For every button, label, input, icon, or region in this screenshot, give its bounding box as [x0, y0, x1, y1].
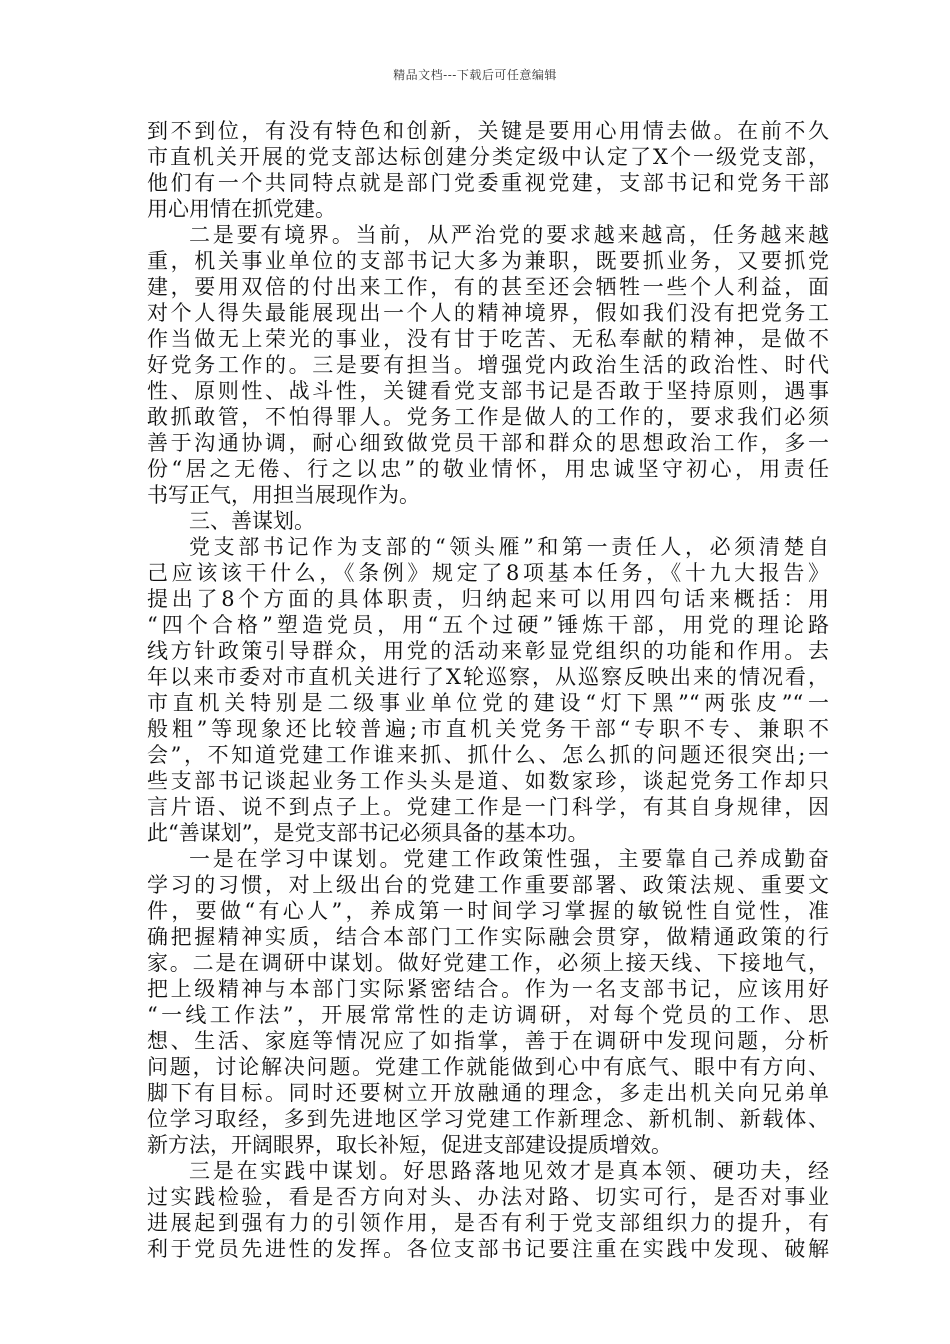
- text-line: 年以来市委对市直机关进行了X轮巡察，从巡察反映出来的情况看，: [147, 665, 829, 689]
- text-line: 三是在实践中谋划。好思路落地见效才是真本领、硬功夫，经: [189, 1159, 829, 1183]
- text-line: 三、善谋划。: [189, 509, 315, 533]
- text-line: “四个合格”塑造党员，用“五个过硬”锤炼干部，用党的理论路: [147, 613, 829, 637]
- text-line: 利于党员先进性的发挥。各位支部书记要注重在实践中发现、破解: [147, 1237, 829, 1261]
- text-line: 建，要用双倍的付出来工作，有的甚至还会牺牲一些个人利益，面: [147, 275, 829, 299]
- text-line: 己应该该干什么，《条例》规定了8项基本任务，《十九大报告》: [147, 561, 829, 585]
- text-line: 份“居之无倦、行之以忠”的敬业情怀，用忠诚坚守初心，用责任: [147, 457, 829, 481]
- text-line: 市直机关开展的党支部达标创建分类定级中认定了X个一级党支部，: [147, 145, 829, 169]
- text-line: 学习的习惯，对上级出台的党建工作重要部署、政策法规、重要文: [147, 873, 829, 897]
- text-line: 些支部书记谈起业务工作头头是道、如数家珍，谈起党务工作却只: [147, 769, 829, 793]
- text-line: 党支部书记作为支部的“领头雁”和第一责任人，必须清楚自: [189, 535, 829, 559]
- text-line: 用心用情在抓党建。: [147, 197, 336, 221]
- text-line: 作当做无上荣光的事业，没有甘于吃苦、无私奉献的精神，是做不: [147, 327, 829, 351]
- text-line: 书写正气，用担当展现作为。: [147, 483, 420, 507]
- text-line: 市直机关特别是二级事业单位党的建设“灯下黑”“两张皮”“一: [147, 691, 829, 715]
- text-line: 问题，讨论解决问题。党建工作就能做到心中有底气、眼中有方向、: [147, 1055, 829, 1079]
- text-line: 善于沟通协调，耐心细致做党员干部和群众的思想政治工作，多一: [147, 431, 829, 455]
- text-line: 般粗”等现象还比较普遍;市直机关党务干部“专职不专、兼职不: [147, 717, 829, 741]
- text-line: 他们有一个共同特点就是部门党委重视党建，支部书记和党务干部: [147, 171, 829, 195]
- text-line: 二是要有境界。当前，从严治党的要求越来越高，任务越来越: [189, 223, 829, 247]
- text-line: 会”，不知道党建工作谁来抓、抓什么、怎么抓的问题还很突出;一: [147, 743, 829, 767]
- text-line: 线方针政策引导群众，用党的活动来彰显党组织的功能和作用。去: [147, 639, 829, 663]
- text-line: 进展起到强有力的引领作用，是否有利于党支部组织力的提升，有: [147, 1211, 829, 1235]
- text-line: 好党务工作的。三是要有担当。增强党内政治生活的政治性、时代: [147, 353, 829, 377]
- text-line: 到不到位，有没有特色和创新，关键是要用心用情去做。在前不久: [147, 119, 829, 143]
- text-line: 位学习取经，多到先进地区学习党建工作新理念、新机制、新载体、: [147, 1107, 829, 1131]
- text-line: 言片语、说不到点子上。党建工作是一门科学，有其自身规律，因: [147, 795, 829, 819]
- text-line: 过实践检验，看是否方向对头、办法对路、切实可行，是否对事业: [147, 1185, 829, 1209]
- text-line: 确把握精神实质，结合本部门工作实际融会贯穿，做精通政策的行: [147, 925, 829, 949]
- text-line: 敢抓敢管，不怕得罪人。党务工作是做人的工作的，要求我们必须: [147, 405, 829, 429]
- page-header: 精品文档---下载后可任意编辑: [393, 68, 557, 82]
- text-line: “一线工作法”，开展常常性的走访调研，对每个党员的工作、思: [147, 1003, 829, 1027]
- text-line: 家。二是在调研中谋划。做好党建工作，必须上接天线、下接地气，: [147, 951, 829, 975]
- text-line: 一是在学习中谋划。党建工作政策性强，主要靠自己养成勤奋: [189, 847, 829, 871]
- document-body: [147, 118, 829, 1262]
- text-line: 性、原则性、战斗性，关键看党支部书记是否敢于坚持原则，遇事: [147, 379, 829, 403]
- text-line: 脚下有目标。同时还要树立开放融通的理念，多走出机关向兄弟单: [147, 1081, 829, 1105]
- text-line: 此“善谋划”，是党支部书记必须具备的基本功。: [147, 821, 589, 845]
- text-line: 提出了8个方面的具体职责，归纳起来可以用四句话来概括：用: [147, 587, 829, 611]
- text-line: 把上级精神与本部门实际紧密结合。作为一名支部书记，应该用好: [147, 977, 829, 1001]
- text-line: 件，要做“有心人”，养成第一时间学习掌握的敏锐性自觉性，准: [147, 899, 829, 923]
- text-line: 新方法，开阔眼界，取长补短，促进支部建设提质增效。: [147, 1133, 672, 1157]
- text-line: 重，机关事业单位的支部书记大多为兼职，既要抓业务，又要抓党: [147, 249, 829, 273]
- text-line: 想、生活、家庭等情况应了如指掌，善于在调研中发现问题，分析: [147, 1029, 829, 1053]
- text-line: 对个人得失最能展现出一个人的精神境界，假如我们没有把党务工: [147, 301, 829, 325]
